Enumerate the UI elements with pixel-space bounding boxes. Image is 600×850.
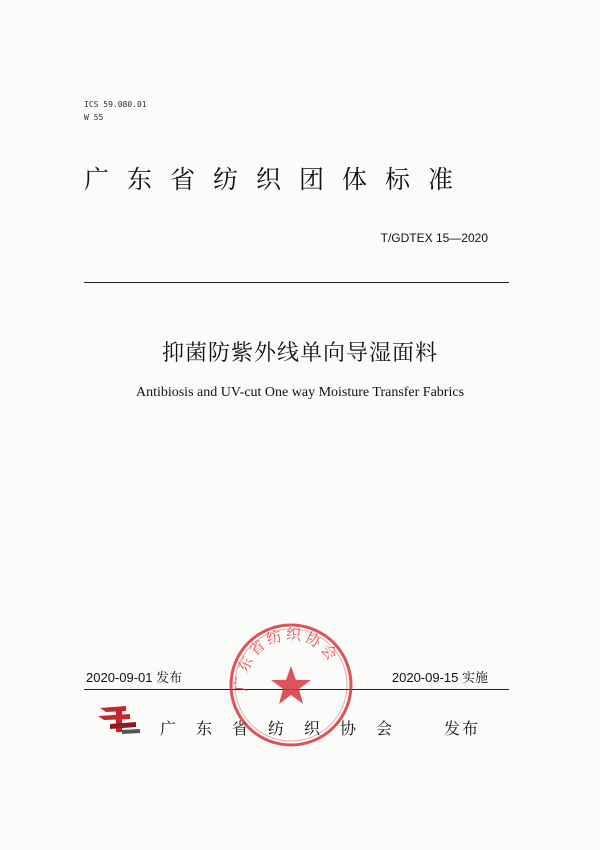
document-title-en: Antibiosis and UV-cut One way Moisture Transfer Fabrics <box>135 385 465 400</box>
classification-codes <box>84 98 147 124</box>
ics-code: ICS 59.080.01 <box>84 100 147 109</box>
association-logo-icon <box>96 702 142 736</box>
top-divider <box>84 282 509 283</box>
publisher-name: 广东省纺织协会 <box>160 719 413 738</box>
publish-label: 发布 <box>444 719 481 738</box>
standard-number: T/GDTEX 15—2020 <box>380 231 488 245</box>
svg-text:广东省纺织协会: 广东省纺织协会 <box>231 625 343 692</box>
implementation-date: 2020-09-15 实施 <box>391 670 488 685</box>
ccs-code: W 55 <box>84 113 104 122</box>
document-title-cn: 抑菌防紫外线单向导湿面料 <box>161 341 438 366</box>
organization-title: 广东省纺织团体标准 <box>84 165 472 194</box>
official-seal-icon <box>226 620 356 750</box>
publish-date: 2020-09-01 发布 <box>86 670 183 685</box>
